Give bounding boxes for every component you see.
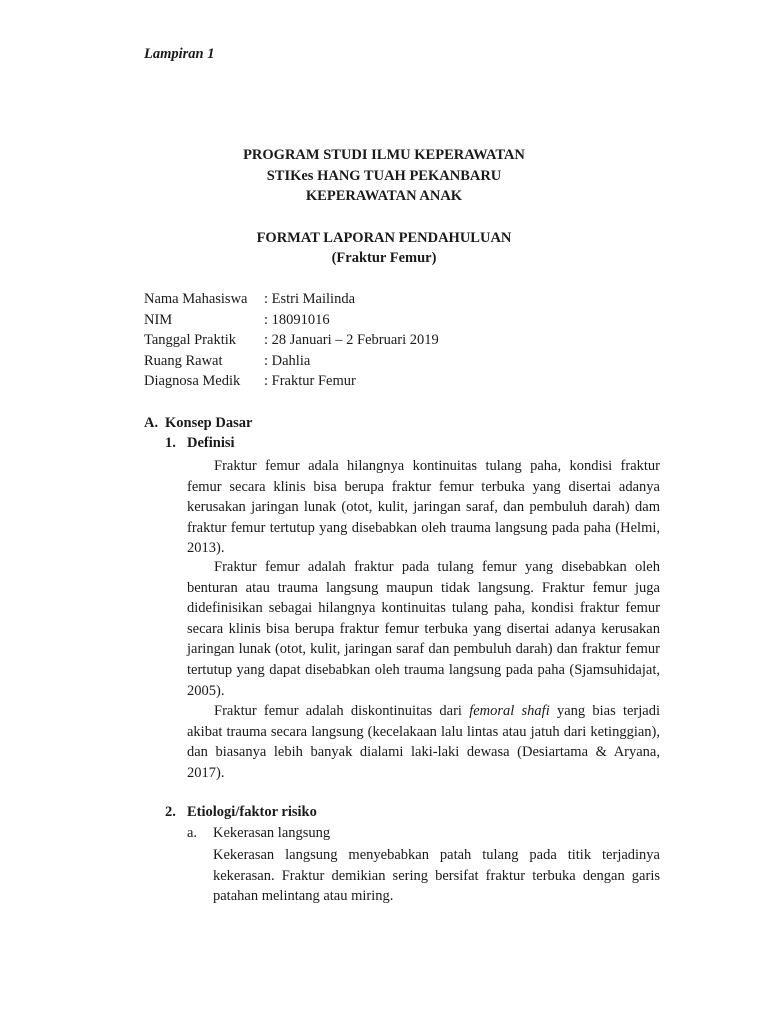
section-marker: A. — [144, 415, 159, 431]
info-value: : 18091016 — [264, 312, 330, 328]
subitem-marker: a. — [187, 825, 198, 841]
info-label: Tanggal Praktik — [144, 332, 237, 348]
info-row-nim — [144, 312, 330, 329]
etiologi-subitem-a-text: Kekerasan langsung menyebabkan patah tulang pada titik terjadinya kekerasan. Fraktur demikian sering bersifat fraktur terbuka dengan garis patahan melintang atau miring. — [213, 847, 660, 905]
report-format-title: FORMAT LAPORAN PENDAHULUAN — [256, 230, 512, 246]
etiologi-subitem-a — [187, 825, 330, 842]
report-subtitle: (Fraktur Femur) — [331, 250, 437, 266]
item-marker: 2. — [165, 804, 176, 820]
etiologi-heading — [165, 804, 317, 821]
definisi-paragraph-3 — [187, 701, 660, 783]
info-label: Nama Mahasiswa — [144, 291, 248, 307]
info-row-nama — [144, 291, 355, 308]
department-title: KEPERAWATAN ANAK — [305, 188, 463, 204]
info-value: : Dahlia — [264, 353, 311, 369]
item-title: Etiologi/faktor risiko — [187, 804, 317, 820]
subitem-title: Kekerasan langsung — [213, 825, 331, 841]
info-row-diagnosa — [144, 373, 356, 390]
p3-text-before: Fraktur femur adalah diskontinuitas dari — [214, 703, 470, 719]
institution-title: STIKes HANG TUAH PEKANBARU — [266, 168, 502, 184]
info-row-tanggal — [144, 332, 439, 349]
section-a-heading — [144, 415, 252, 432]
info-label: NIM — [144, 312, 173, 328]
info-value: : Fraktur Femur — [264, 373, 356, 389]
info-value: : 28 Januari – 2 Februari 2019 — [264, 332, 439, 348]
definisi-heading — [165, 435, 235, 452]
program-title: PROGRAM STUDI ILMU KEPERAWATAN — [243, 147, 525, 163]
info-value: : Estri Mailinda — [264, 291, 356, 307]
section-title: Konsep Dasar — [165, 415, 253, 431]
info-label: Diagnosa Medik — [144, 373, 241, 389]
item-marker: 1. — [165, 435, 176, 451]
p3-text-after: yang bias terjadi akibat trauma secara langsung (kecelakaan lalu lintas atau jatuh dari ketinggian), dan biasanya lebih banyak dialami laki-laki dewasa (Desiartama & Aryana, 2017). — [187, 703, 660, 781]
definisi-paragraph-1: Fraktur femur adala hilangnya kontinuitas tulang paha, kondisi fraktur femur secara klinis bisa berupa fraktur femur terbuka yang disertai adanya kerusakan jaringan lunak (otot, kulit, jaringan saraf, dan pembuluh darah) dam fraktur femur tertutup yang disebabkan oleh trauma langsung pada paha (Helmi, 2013). — [187, 458, 660, 557]
definisi-paragraph-2: Fraktur femur adalah fraktur pada tulang femur yang disebabkan oleh benturan atau trauma langsung maupun tidak langsung. Fraktur femur juga didefinisikan sebagai hilangnya kontinuitas tulang paha, kondisi fraktur femur secara klinis bisa berupa fraktur femur terbuka yang disertai adanya kerusakan jaringan lunak (otot, kulit, jaringan saraf dan pembuluh darah) dan fraktur femur tertutup yang dapat disebabkan oleh trauma langsung pada paha (Sjamsuhidajat, 2005). — [187, 559, 660, 699]
info-row-ruang — [144, 353, 310, 370]
item-title: Definisi — [187, 435, 235, 451]
p3-italic-term: femoral shafi — [469, 703, 550, 719]
appendix-label: Lampiran 1 — [144, 46, 215, 62]
info-label: Ruang Rawat — [144, 353, 223, 369]
